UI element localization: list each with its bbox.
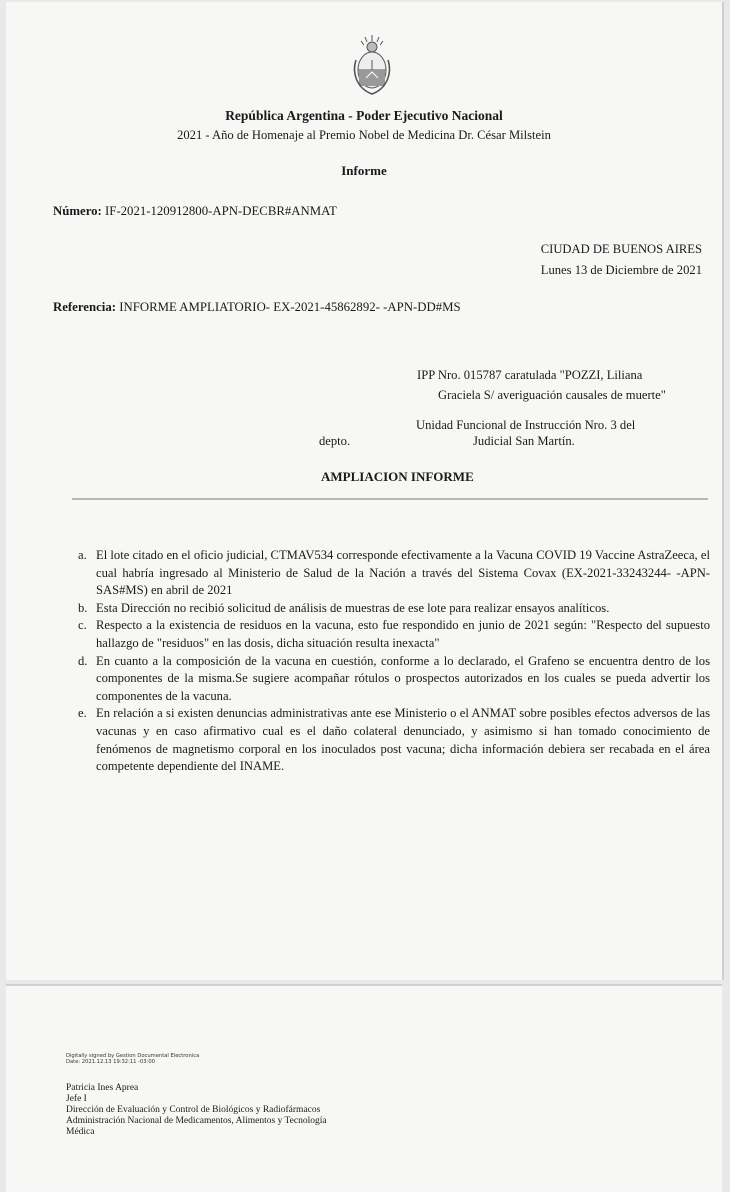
list-item-text: En cuanto a la composición de la vacuna en cuestión, conforme a lo declarado, el Grafeno se encuentra dentro de los componentes de la misma.Se sugiere acompañar rótulos o prospectos autorizados en los cuales se pueda advertir los componentes de la vacuna.: [96, 653, 710, 703]
list-item-text: En relación a si existen denuncias administrativas ante ese Ministerio o el ANMAT sobre posibles efectos adversos de las vacunas y en caso afirmativo cual es el daño colateral denunciado, y asimismo si han tomado conocimiento de fenómenos de magnetismo corporal en los inoculados post vacuna; dicha información debiera ser recabada en el área competente dependiente del INAME.: [96, 706, 710, 774]
referencia-value: INFORME AMPLIATORIO- EX-2021-45862892- -APN-DD#MS: [119, 300, 461, 314]
unidad-depto: depto.: [319, 434, 351, 448]
unidad-line-2: Judicial San Martín.: [473, 434, 575, 448]
list-item-text: Respecto a la existencia de residuos en la vacuna, esto fue respondido en junio de 2021 según: "Respecto del supuesto hallazgo de "residuos" en las dosis, dicha situación resulta inexacta": [96, 618, 710, 650]
document-page: [6, 2, 724, 980]
header-subtitle: 2021 - Año de Homenaje al Premio Nobel de Medicina Dr. César Milstein: [177, 128, 551, 142]
numero-line: [53, 204, 337, 219]
header-title: República Argentina - Poder Ejecutivo Nacional: [225, 108, 503, 123]
signer-name: Patricia Ines Aprea: [66, 1083, 139, 1093]
signer-department: Dirección de Evaluación y Control de Biológicos y Radiofármacos: [66, 1105, 321, 1115]
signer-role: Jefe I: [66, 1094, 87, 1104]
signer-agency-line-2: Médica: [66, 1127, 95, 1137]
list-item: [78, 547, 710, 600]
ipp-line-2: Graciela S/ averiguación causales de muerte": [438, 388, 666, 402]
list-item-text: Esta Dirección no recibió solicitud de análisis de muestras de ese lote para realizar ensayos analíticos.: [96, 600, 610, 615]
section-divider: [72, 498, 708, 500]
list-item: [78, 617, 710, 652]
numero-value: IF-2021-120912800-APN-DECBR#ANMAT: [105, 204, 337, 218]
ipp-line-1: IPP Nro. 015787 caratulada "POZZI, Liliana: [417, 368, 643, 382]
items-list: [78, 547, 710, 776]
list-item-text: El lote citado en el oficio judicial, CTMAV534 corresponde efectivamente a la Vacuna COVID 19 Vaccine AstraZeeca, el cual habría ingresado al Ministerio de Salud de la Nación a través del Sistema Covax (EX-2021-33243244- -APN-SAS#MS) en abril de 2021: [96, 548, 710, 598]
document-type: Informe: [341, 163, 387, 178]
referencia-line: [53, 300, 461, 315]
list-item-label: d.: [78, 653, 88, 668]
date: Lunes 13 de Diciembre de 2021: [540, 263, 702, 277]
city: CIUDAD DE BUENOS AIRES: [540, 242, 702, 256]
coat-of-arms-icon: [352, 32, 392, 98]
signature-page: [6, 984, 722, 1192]
numero-label: Número:: [53, 204, 102, 218]
list-item-label: c.: [78, 618, 87, 633]
section-title: AMPLIACION INFORME: [321, 469, 474, 484]
unidad-line-1: Unidad Funcional de Instrucción Nro. 3 del: [416, 418, 636, 432]
list-item: [78, 600, 710, 618]
signer-agency-line-1: Administración Nacional de Medicamentos, Alimentos y Tecnología: [66, 1116, 327, 1126]
referencia-label: Referencia:: [53, 300, 117, 314]
list-item: [78, 705, 710, 775]
list-item-label: b.: [78, 600, 88, 615]
signature-stamp-line-2: Date: 2021.12.13 19:32:11 -03:00: [66, 1059, 155, 1065]
list-item-label: e.: [78, 706, 87, 721]
list-item-label: a.: [78, 548, 87, 562]
list-item: [78, 653, 710, 706]
signature-stamp-line-1: Digitally signed by Gestion Documental Electronica: [66, 1053, 200, 1059]
